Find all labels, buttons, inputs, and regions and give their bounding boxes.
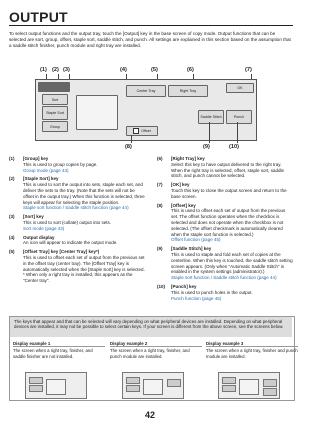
item-offset: (8) [Offset] key This is used to offset each set of output from the previous set. The offset function operates when the checkbox is selected and does not operate when the checkbox is not selected. (The offset checkmark is automatically cleared when the staple sort function is selected.) Offset function (page 45)	[157, 203, 293, 244]
offset-key-label: Offset	[141, 129, 151, 133]
callout-1: (1)	[40, 67, 47, 73]
saddle-stitch-key[interactable]: Saddle Stitch	[198, 110, 224, 124]
item-sort: (3) [Sort] key This is used to sort (collate) output into sets. Sort mode (page 43)	[9, 214, 145, 231]
callout-6: (6)	[187, 67, 194, 73]
page-number: 42	[144, 410, 155, 420]
item-right-tray: (6) [Right Tray] key Select this key to have output delivered to the right tray. When the right tray is selected, offset, staple sort, saddle stitch, and punch cannot be selected.	[157, 156, 284, 179]
example-3-screen-illustration	[218, 372, 280, 399]
callout-8: (8)	[125, 144, 132, 150]
punch-key[interactable]: Punch	[226, 110, 252, 124]
display-example-1: Display example 1 The screen when a right tray, finisher, and saddle finisher are not installed.	[13, 341, 105, 359]
item-punch: (10) [Punch] key This is used to punch holes in the output. Punch function (page 46)	[157, 284, 293, 301]
example-2-screen-illustration	[122, 372, 184, 399]
title-rule	[9, 25, 293, 26]
leader-line	[237, 122, 238, 143]
note-text: The keys that appear and that can be selected will vary depending on what peripheral devices are installed. Depending on what peripheral devices are installed, it may not be possible to select certain keys. If your screen is different from the above screen, see the screens below.	[10, 317, 292, 337]
output-tab	[38, 82, 70, 92]
callout-10: (10)	[229, 144, 239, 150]
display-example-2: Display example 2 The screen when a right tray, finisher, and punch module are installed.	[110, 341, 202, 359]
item-output-display: (4) Output display An icon will appear to indicate the output mode.	[9, 234, 118, 246]
item-group: (1) [Group] key This is used to group copies by page. Group mode (page 43)	[9, 156, 145, 173]
center-tray-key[interactable]: Center Tray	[126, 85, 166, 97]
intro-paragraph: To select output functions and the output tray, touch the [Output] key in the base screen of copy mode. Output functions that can be selected are sort, group, offset, staple sort, saddle stitch, and punch. All settings are explained in this section based on the assumption that a saddle stitch finisher, punch module and right tray are installed.	[9, 31, 291, 49]
callout-2: (2)	[52, 67, 59, 73]
leader-line	[131, 135, 132, 143]
right-tray-key[interactable]: Right Tray	[168, 85, 208, 97]
item-offset-tray: (5) [Offset Tray] key [Center Tray] key*) This is used to offset each set of output from the previous set in the offset tray (center tray). The [Offset Tray] key is automatically selected when the [Staple Sort] key is selected. * When only a right tray is installed, this appears as the "Center tray".	[9, 249, 145, 284]
callout-9: (9)	[203, 144, 210, 150]
description-column-left	[9, 156, 145, 287]
item-ok: (7) [OK] key Touch this key to close the output screen and return to the base screen.	[157, 182, 287, 199]
item-saddle-stitch: (9) [Saddle Stitch] key This is used to staple and fold each set of copies at the centerline. When this key is touched, the saddle stitch setting screen appears. (Only when "Automatic Saddle Stitch" is enabled in the system settings (administrator).) Staple sort function / Saddle stitch function (page 44)	[157, 246, 293, 281]
reference-link[interactable]: Group mode (page 43)	[23, 167, 69, 173]
page-title: OUTPUT	[9, 9, 68, 25]
example-1-screen-illustration	[25, 372, 87, 399]
item-staple-sort: (2) [Staple Sort] key This is used to sort the output into sets, staple each set, and deliver the sets to the tray. (Note that the sets will not be offset in the output tray.) When this function is selected, three keys will appear for selecting the staple position. Staple sort function / Saddle stitch function (page 44)	[9, 176, 145, 211]
reference-link[interactable]: Staple sort function / Saddle stitch function (page 44)	[171, 275, 277, 281]
leader-line	[209, 122, 210, 143]
sort-key[interactable]: Sort	[42, 94, 68, 105]
reference-link[interactable]: Sort mode (page 43)	[23, 225, 65, 231]
callout-5: (5)	[151, 67, 158, 73]
callout-3: (3)	[63, 67, 70, 73]
staple-sort-key[interactable]: Staple Sort	[42, 106, 68, 120]
reference-link[interactable]: Offset function (page 45)	[171, 237, 221, 243]
display-example-3: Display example 3 The screen when a right tray, finisher and punch module are installed.	[206, 341, 298, 359]
group-key[interactable]: Group	[42, 121, 68, 132]
checkbox-icon	[133, 128, 139, 134]
output-display	[76, 95, 118, 130]
callout-7: (7)	[245, 67, 252, 73]
ok-key[interactable]: OK	[226, 83, 254, 93]
reference-link[interactable]: Punch function (page 46)	[171, 295, 222, 301]
reference-link[interactable]: Staple sort function / Saddle stitch function (page 44)	[23, 205, 129, 211]
output-screen-illustration	[35, 79, 257, 141]
description-column-right	[157, 156, 293, 304]
callout-4: (4)	[120, 67, 127, 73]
